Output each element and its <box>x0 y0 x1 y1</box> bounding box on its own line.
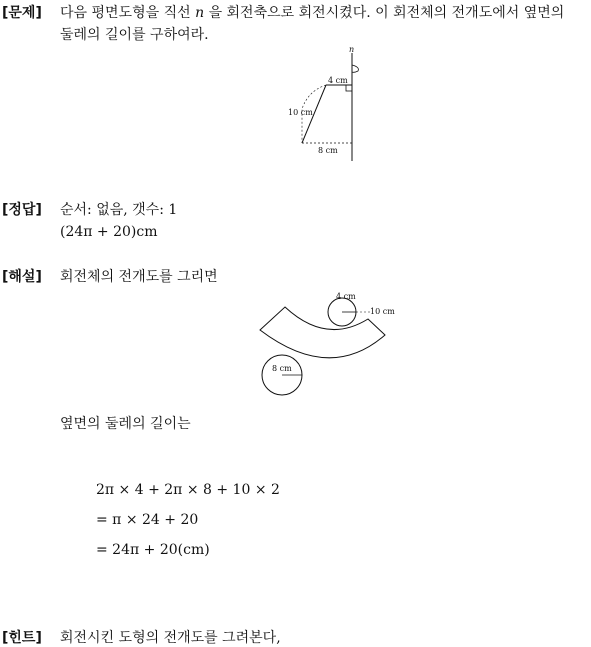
answer-value: (24π + 20)cm <box>60 224 158 240</box>
answer-meta: 순서: 없음, 갯수: 1 <box>60 202 178 218</box>
slant-length-label: 10 cm <box>288 108 313 117</box>
right-angle-mark <box>346 85 352 91</box>
large-radius-label: 8 cm <box>272 364 292 373</box>
axis-label: n <box>349 45 355 54</box>
equation-line-2: = π × 24 + 20 <box>96 512 199 528</box>
hint-text: 회전시킨 도형의 전개도를 그려본다, <box>60 630 281 646</box>
problem-line-1 <box>60 2 564 22</box>
bottom-length-label: 8 cm <box>318 146 338 155</box>
problem-text-b: 을 회전축으로 회전시켰다. 이 회전체의 전개도에서 옆면의 <box>208 5 565 21</box>
rotation-arrow <box>352 65 358 72</box>
axis-variable: n <box>195 5 205 21</box>
solution-tag: [해설] <box>2 269 42 285</box>
problem-text-a: 다음 평면도형을 직선 <box>60 5 191 21</box>
side-perimeter-text: 옆면의 둘레의 길이는 <box>60 416 191 432</box>
side-annulus-sector <box>260 307 385 358</box>
equation-line-3: = 24π + 20(cm) <box>96 542 210 558</box>
solution-intro: 회전체의 전개도를 그리면 <box>60 269 218 285</box>
net-diagram <box>250 285 430 405</box>
equation-line-1: 2π × 4 + 2π × 8 + 10 × 2 <box>96 482 280 498</box>
problem-line-2: 둘레의 길이를 구하여라. <box>60 27 209 43</box>
answer-tag: [정답] <box>2 202 42 218</box>
top-length-label: 4 cm <box>328 76 348 85</box>
problem-tag: [문제] <box>2 5 42 21</box>
slant-length-label: 10 cm <box>370 307 395 316</box>
small-radius-label: 4 cm <box>336 292 356 301</box>
plane-figure-diagram <box>280 45 370 165</box>
hint-tag: [힌트] <box>2 630 42 646</box>
